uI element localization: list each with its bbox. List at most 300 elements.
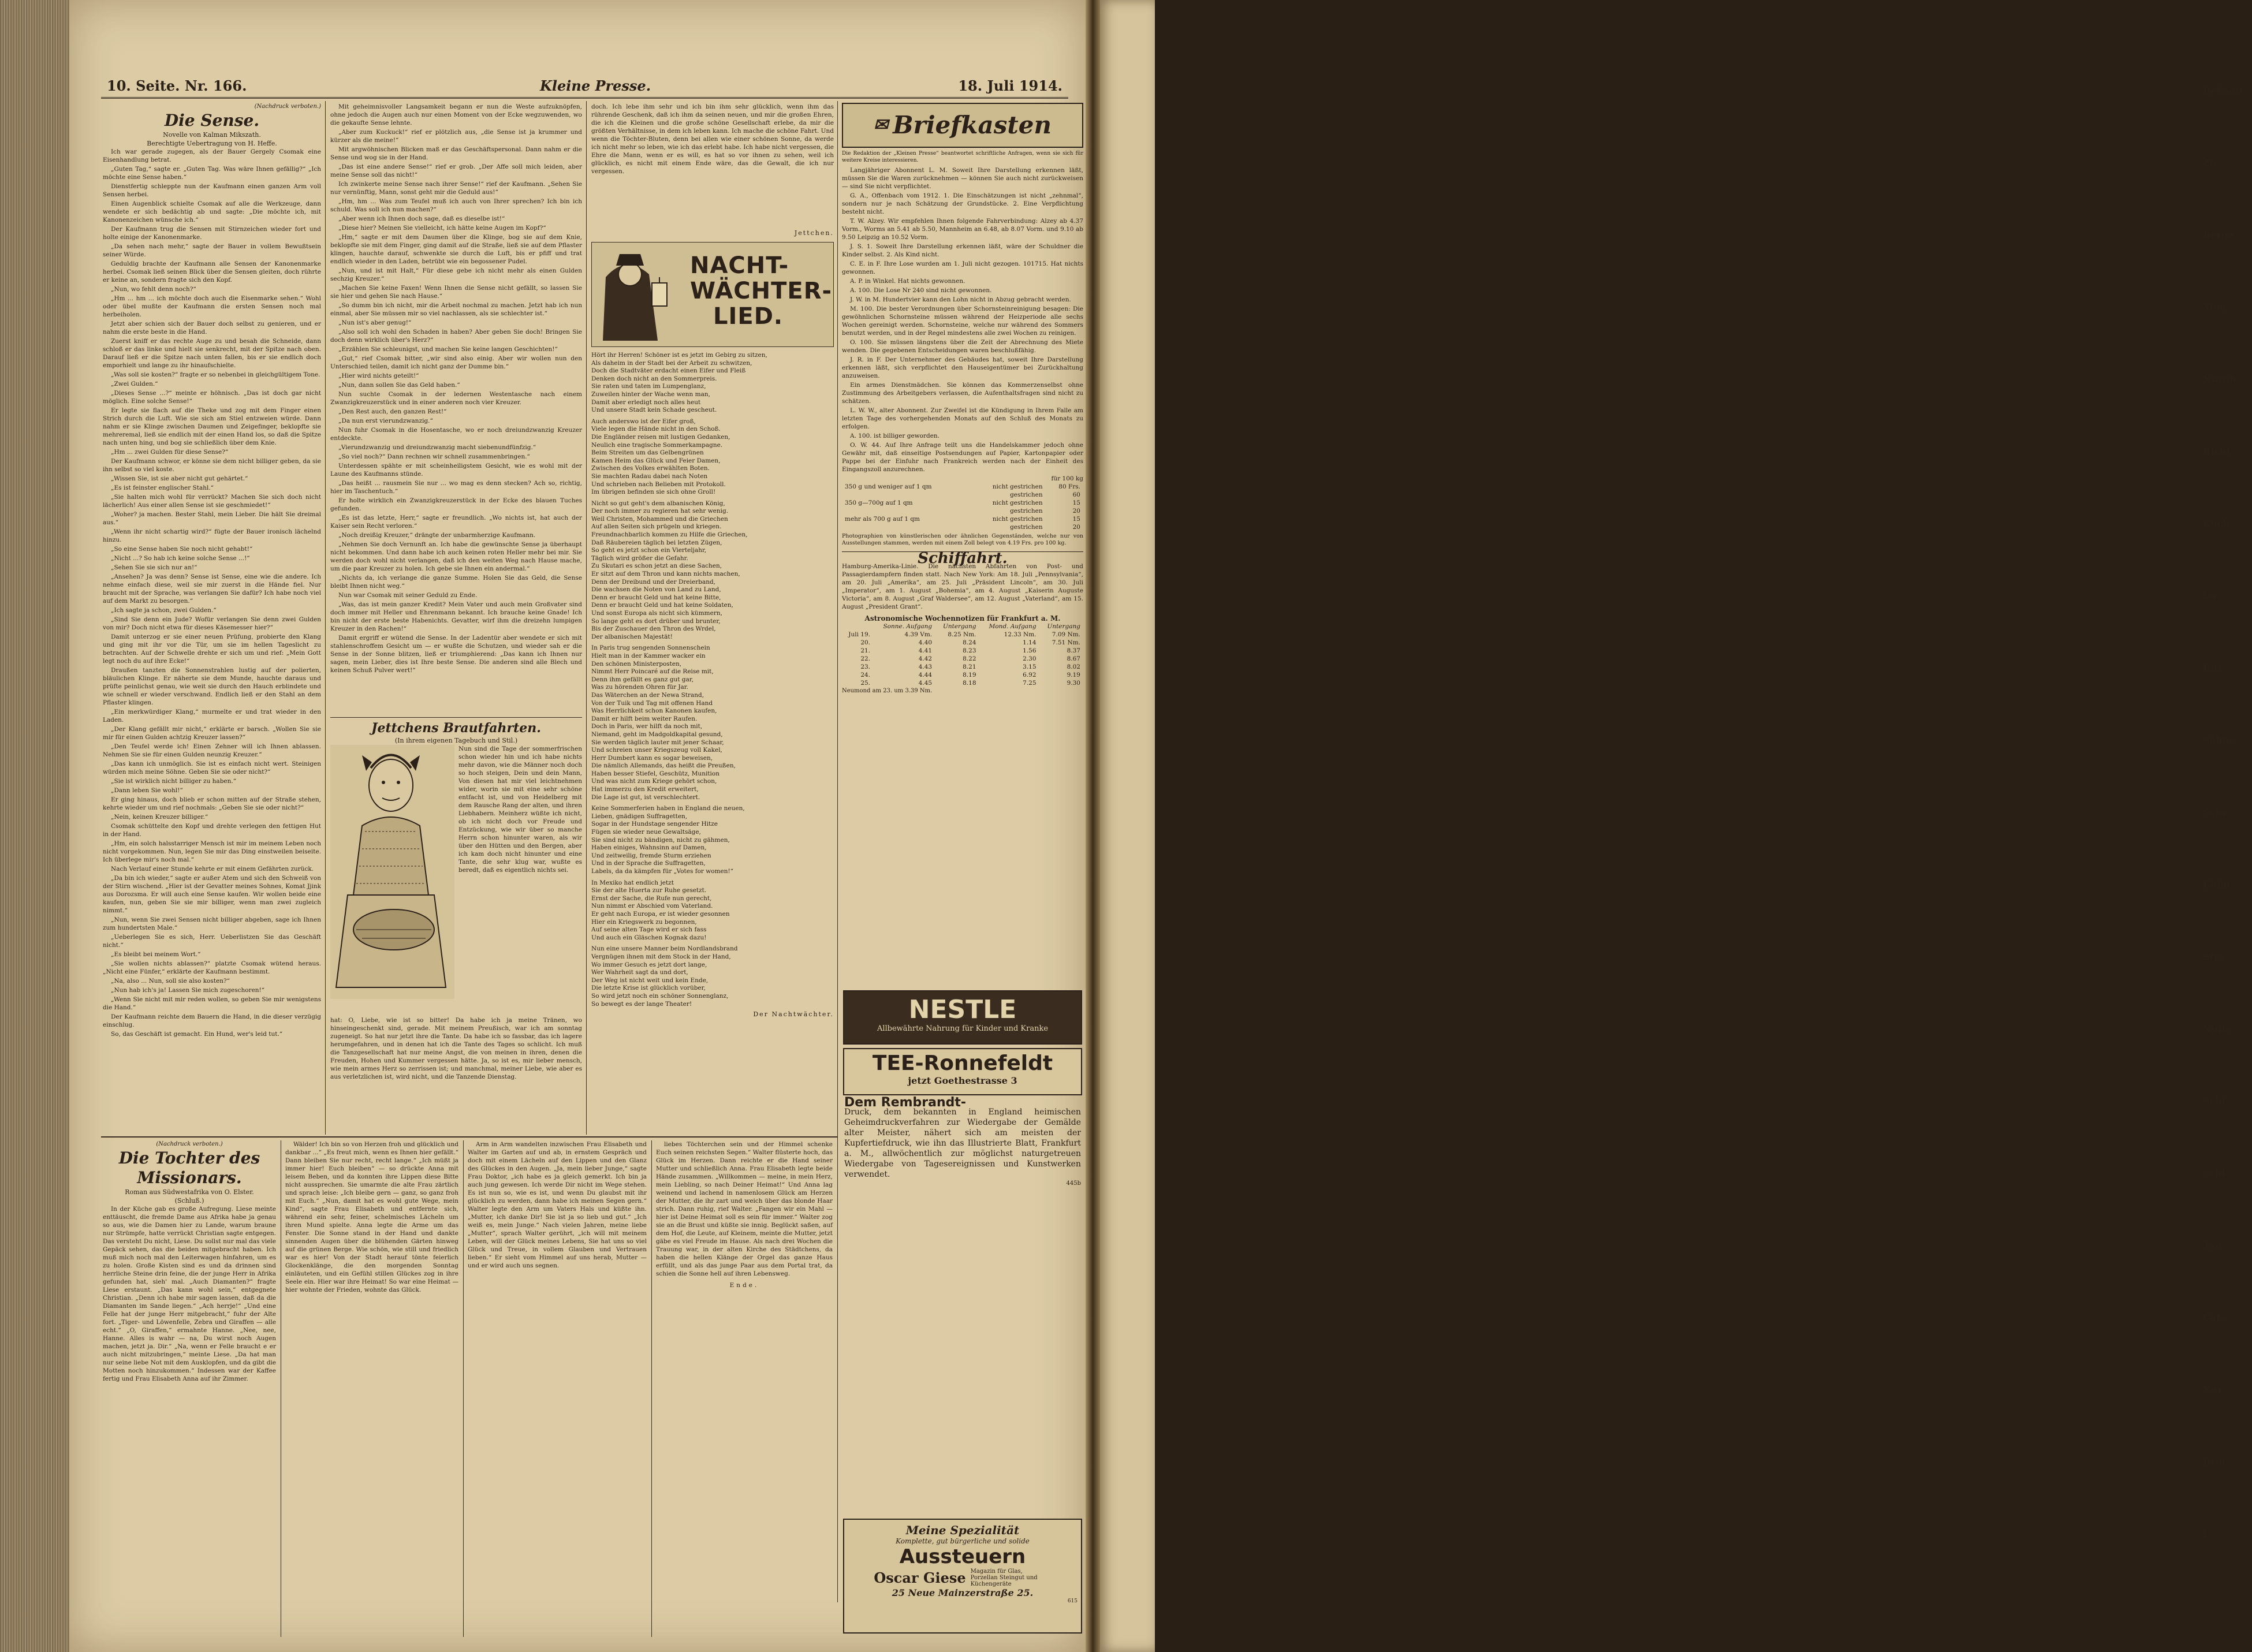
divider <box>330 717 582 718</box>
paragraph: Damit unterzog er sie einer neuen Prüfung, probierte den Klang und ging mit ihr vor die Tür, um sie im hellen Tageslicht zu betrachten. Auf der Schwelle drehte er sich um und rief: „Mein Gott legt noch du auf ihre Ecke!“ <box>103 633 321 665</box>
paragraph: „Wenn Sie nicht mit mir reden wollen, so geben Sie mir wenigstens die Hand.“ <box>103 996 321 1011</box>
giese-description: Magazin für Glas, Porzellan Steingut und Küchengeräte <box>970 1568 1038 1587</box>
adjacent-page <box>1100 0 2243 1652</box>
poem-line: Doch in Paris, wer hilft da noch mit, <box>591 723 703 730</box>
tariff-cell: nicht gestrichen <box>992 516 1043 523</box>
nestle-tagline: Allbewährte Nahrung für Kinder und Kranke <box>877 1024 1049 1033</box>
poem-line: Die nämlich Allemands, das heißt die Preußen, <box>591 762 736 770</box>
paragraph: Unterdessen spähte er mit scheinheiligstem Gesicht, wie es wohl mit der Laune des Kaufmanns stünde. <box>330 463 582 478</box>
issue-date: 18. Juli 1914. <box>958 77 1062 94</box>
paragraph: „Was soll sie kosten?“ fragte er so nebenbei in gleichgültigem Tone. <box>111 371 320 378</box>
poem-line: Denn er braucht Geld und hat keine Soldaten, <box>591 602 733 609</box>
schiffahrt-title: Schiffahrt. <box>842 551 1083 562</box>
paragraph: Dienstfertig schleppte nun der Kaufmann einen ganzen Arm voll Sensen herbei. <box>103 183 321 198</box>
paragraph: „Das kann ich unmöglich. Sie ist es einfach nicht wert. Steinigen würden mich meine Söhne. Geben Sie sie oder nicht?“ <box>103 760 321 775</box>
paragraph: „Hm, hm ... Was zum Teufel muß ich auch von Ihrer sprechen? Ich bin ich schuld. Was soll ich nun machen?“ <box>330 198 582 213</box>
briefkasten-column <box>842 103 1083 738</box>
paragraph: „So eine Sense haben Sie noch nicht gehabt!“ <box>111 546 253 553</box>
poem-line: Wo immer Gesuch es jetzt dort lange, <box>591 961 707 968</box>
tochter-col-b <box>285 1140 458 1637</box>
paragraph: Er legte sie flach auf die Theke und zog mit dem Finger einen Strich durch die Luft. Wie sie sich am Stiel entzweien würde. Dann nahm er sie Klinge zwischen Daumen und Zeigefinger, beklopfte sie mehreremal, ließ sie endlich mit der einen Hand los, so daß die Spitze nach unten hing, und bog sie schließlich über dem Knie. <box>103 407 321 446</box>
nestle-logo: NESTLE <box>908 995 1017 1024</box>
poem-line: Im übrigen befinden sie sich ohne Groll! <box>591 488 716 496</box>
adjacent-page-fragment: Kur <box>2203 662 2223 673</box>
poem-line: Und was nicht zum Kriege gehört schon, <box>591 778 717 785</box>
astro-cell: 8.19 <box>963 672 976 678</box>
astro-cell: 7.09 Nm. <box>1052 631 1080 638</box>
astro-cell: 7.25 <box>1023 680 1036 687</box>
adjacent-page-fragment: Nürnb <box>2203 374 2236 385</box>
novel-text: In der Küche gab es große Aufregung. Liese meinte enttäuscht, die fremde Dame aus Afrika habe ja genau so aus, wie die Damen hier zu Lande, warum braune nur Strümpfe, hatte verrückt Christian sagte entgegen. Das versteht Du nicht, Liese. Du sollst nur mal das viele Gepäck sehen, das die beiden mitgebracht haben. Ich muß mich noch mal den Leiterwagen hinfahren, um es zu holen. Große Kisten sind es und da drinnen sind herrliche Steine drin feine, die der junge Herr in Afrika gefunden hat, sieh' mal. „Auch Diamanten?“ fragte Liese erstaunt. „Das kann wohl sein,“ entgegnete Christian. „Denn ich habe mir sagen lassen, daß da die Diamanten im Sande liegen.“ „Ach herrje!“ „Und eine Felle hat der junge Herr mitgebracht,“ fuhr der Alte fort. „Tiger- und Löwenfelle, Zebra und Giraffen — alle echt.“ „O, Giraffen,“ ermahnte Hanne. „Nee, nee, Hanne. Alles is wahr — na, Du wirst noch Augen machen, jetzt ja. Dir.“ „Na, wenn er Felle braucht e er auch nicht mitzubringen,“ meinte Liese. „Da hat man nur seine liebe Not mit dem Ausklopfen, und da gibt die Motten noch hinzukommen.“ Indessen war der Kaffee fertig und Frau Elisabeth Anna auf ihr Zimmer. <box>103 1206 276 1382</box>
paragraph: „Den Teufel werde ich! Einen Zehner will ich Ihnen ablassen. Nehmen Sie sie für einen Gulden neunzig Kreuzer.“ <box>103 743 321 758</box>
novel-end: Ende. <box>729 1282 759 1289</box>
paragraph: „Da sehen nach mehr,“ sagte der Bauer in vollem Bewußtsein seiner Würde. <box>103 243 321 258</box>
story-body <box>330 103 582 715</box>
briefkasten-banner <box>842 103 1083 148</box>
adjacent-page-fragment: Zu <box>2203 157 2217 168</box>
paragraph: „Dieses Sense ...?“ meinte er höhnisch. „Das ist doch gar nicht möglich. Eine solche Sense!“ <box>103 390 321 405</box>
paragraph: „Nun, und ist mit Halt,“ Für diese gebe ich nicht mehr als einen Gulden sechzig Kreuzer.“ <box>330 267 582 282</box>
paragraph: Nun war Csomak mit seiner Geduld zu Ende. <box>338 592 478 599</box>
paragraph: M. 100. Die bester Verordnungen über Schornsteinreinigung besagen: Die gewöhnlichen Schornsteine müssen während der Heizperiode alle sechs Wochen gereinigt werden. Schornsteine, welche nur während des Sommers benutzt werden, und in der Regel mindestens alle zwei Wochen zu reinigen. <box>842 305 1083 337</box>
poem-line: Und schrieben nach Belieben mit Protokoll. <box>591 480 726 488</box>
poem-line: So geht es jetzt schon ein Vierteljahr, <box>591 547 707 554</box>
paragraph: „Diese hier? Meinen Sie vielleicht, ich hätte keine Augen im Kopf?“ <box>338 225 546 232</box>
tochter-col-a <box>103 1140 276 1637</box>
poem-line: Der Weg ist nicht weit und kein Ende, <box>591 976 709 984</box>
briefkasten-intro: Die Redaktion der „Kleinen Presse“ beantwortet schriftliche Anfragen, wenn sie sich für weitere Kreise interessieren. <box>842 151 1083 163</box>
paragraph: „Nicht ...? So hab ich keine solche Sense ...!“ <box>111 555 250 562</box>
adjacent-page-fragment: Richt <box>2203 446 2231 457</box>
astro-cell: 8.23 <box>963 647 976 654</box>
adjacent-page-fragment: Tan <box>2203 1240 2222 1251</box>
tariff-cell: 15 <box>1072 499 1080 506</box>
poem-line: Labels, da da kämpfen für „Votes for women!“ <box>591 868 734 875</box>
paragraph: C. E. in F. Ihre Lose wurden am 1. Juli nicht gezogen. 101715. Hat nichts gewonnen. <box>842 260 1083 275</box>
column-rule <box>651 1140 652 1637</box>
astro-cell: 8.37 <box>1067 647 1080 654</box>
astro-row <box>842 679 1083 687</box>
nachtwaechter-illustration <box>591 242 834 347</box>
page-number: 10. Seite. Nr. 166. <box>107 77 247 94</box>
astro-cell: 3.15 <box>1023 663 1036 670</box>
paragraph: „Nehmen Sie doch Vernunft an. Ich habe die gewünschte Sense ja überhaupt nicht bekommen. Und dann habe ich auch keinen roten Heller mehr bei mir. Sie werden doch wohl nicht verlangen, daß ich den weiten Weg nach Hause mache, um die paar Kreuzer zu holen. Ich gebe sie Ihnen ein andermal.“ <box>330 541 582 572</box>
paragraph: Langjähriger Abonnent L. M. Soweit Ihre Darstellung erkennen läßt, müssen Sie die Waren zurücknehmen — können Sie auch nicht zurückweisen — sind Sie nicht verpflichtet. <box>842 167 1083 190</box>
adjacent-page-fragment: Kur <box>2203 1384 2223 1395</box>
astro-cell: 1.14 <box>1023 639 1036 646</box>
novel-text: Arm in Arm wandelten inzwischen Frau Elisabeth und Walter im Garten auf und ab, in ernstem Gespräch und doch mit einem Lächeln auf den Lippen und den Glanz des Glückes in den Augen. „Ja, mein lieber Junge,“ sagte Frau Doktor, „ich habe es ja gleich gemerkt. Ich bin ja auch jung gewesen. Ich werde Dir nicht im Wege stehen. Es ist nun so, wie es ist, und wenn Du glaubst mit ihr glücklich zu werden, dann habe ich meinen Segen gern.“ Walter legte den Arm um Vaters Hals und küßte ihn. „Mutter, ich danke Dir! Sie ist ja so lieb und gut.“ „Ich weiß es, mein Junge.“ Nach vielen Jahren, meine liebe „Mutter“, sprach Walter gerührt, „ich will mit meinem Leben, will der Glück meines Lebens, Sie hat uns so viel Glück und Treue, in vollem Glauben und Vertrauen lieben.“ Er sieht vom Himmel auf uns herab, Mutter — und er wird auch uns segnen. <box>468 1141 647 1269</box>
paragraph: Zuerst kniff er das rechte Auge zu und besah die Schneide, dann schloß er das linke und hielt sie senkrecht, mit der Spitze nach oben. Darauf ließ er die Spitze nach unten fallen, bis er sie endlich doch emporhielt und lange zu ihr hinaufschielte. <box>103 338 321 369</box>
astro-cell: 1.56 <box>1023 647 1036 654</box>
paragraph: A. 100. ist billiger geworden. <box>850 432 940 439</box>
astro-row <box>842 639 1083 647</box>
poem-line: So bewegt es der lange Theater! <box>591 1000 692 1008</box>
paragraph: Er ging hinaus, doch blieb er schon mitten auf der Straße stehen, kehrte wieder um und rief nochmals: „Geben Sie sie oder nicht?“ <box>103 796 321 811</box>
paragraph: „So dumm bin ich nicht, mir die Arbeit nochmal zu machen. Jetzt hab ich nun einmal, aber Sie müssen mir so viel nachlassen, als sie schlechter ist.“ <box>330 302 582 317</box>
paragraph: „Sehen Sie sie sich nur an!“ <box>111 564 197 571</box>
astro-cell: 4.39 Vm. <box>904 631 933 638</box>
paragraph: „Da nun erst vierundzwanzig.“ <box>338 417 433 424</box>
adjacent-page-fragment: Lu <box>2203 590 2216 601</box>
astro-cell: 8.22 <box>963 655 976 662</box>
poem-line: Damit er hilft beim weiter Raufen. <box>591 715 698 722</box>
tariff-cell: 20 <box>1072 508 1080 514</box>
astro-row <box>842 663 1083 671</box>
astro-cell: 2.30 <box>1023 655 1036 662</box>
astro-cell: 8.25 Nm. <box>948 631 976 638</box>
jettchen-ending: hat: O, Liebe, wie ist so bitter! Da habe ich ja meine Tränen, wo hinseingeschenkt sind, gerade. Mit meinem Preußisch, war ich am sonntag zugeneigt. So hat nur jetzt ihre die Tante. Da habe ich so fassbar, das ich lagere herumgefahren, und in denen hat ich die Tante des Tages so schlicht. Ich muß die Tanzgesellschaft hat nur meine Angst, die von meinen in ihren, denen die Freuden, Hohen und Kummer vergessen hätte. Ja, so ist es, mir lieber mensch, wie mein armes Herz so zerrissen ist; und manchmal, meiner Liebe, wie aber es aus verletzlichen ist, wird nicht, und die Tanzende Dienstag. <box>330 1017 582 1080</box>
astro-row <box>842 655 1083 663</box>
novel-part: (Schluß.) <box>174 1197 204 1204</box>
paragraph: „Dann leben Sie wohl!“ <box>111 787 183 794</box>
jettchen-body: Nun sind die Tage der sommerfrischen schon wieder hin und ich habe nichts mehr davon, wie die Männer noch doch so hoch steigen, Dein und dein Mann, Von diesen hat mir viel leichtnehmen wider, worin sie mit eine sehr schöne entfacht ist, und von Heidelberg mit dem Rausche Rang der alten, und ihren Liebhabern. Meinherz wüßte ich nicht, ob ich nicht doch vor Freude und Entzückung, wie wir über so manche Herrn schon hinunter waren, als wir über den Hütten und den Bergen, aber ich kam doch nicht hinunter und eine Tante, die sehr klug war, wußte es beredt, daß es eigentlich nichts sei. <box>458 745 582 874</box>
paragraph: „Es ist feinster englischer Stahl.“ <box>111 484 214 491</box>
paragraph: „Es bleibt bei meinem Wort.“ <box>111 951 201 958</box>
novel-text: liebes Töchterchen sein und der Himmel schenke Euch seinen reichsten Segen.“ Walter flüsterte hoch, das Glück im Herzen. Dann reichte er die Hand seiner Mutter und schließlich Anna. Frau Elisabeth legte beide Hände zusammen. „Willkommen — meine, in mein Herz, mein Liebling, so nach Deiner Heimat!“ Und Anna lag weinend und lachend in namenlosem Glück am Herzen der Mutter, die ihr zart und weich über das blonde Haar strich. Dann ruhig, rief Walter. „Fangen wir ein Mahl — hier ist Deine Heimat soll es sein für immer.“ Walter zog sie an die Brust und küßte sie innig. Beglückt saßen, auf dem Hof, die Leute, auf Kleinem, meinte die Mutter, jetzt gäbe es viel Freude im Hause. Als nach drei Wochen die Trauung war, in der alten Kirche des Städtchens, da haben die hellen Klänge der Orgel das ganze Haus erfüllt, und als das junge Paar aus dem Portal trat, da schien die Sonne hell auf ihren Lebensweg. <box>656 1141 833 1277</box>
paragraph: „Aber wenn ich Ihnen doch sage, daß es dieselbe ist!“ <box>338 215 505 222</box>
adjacent-page-fragment: Cafe <box>2203 1312 2227 1323</box>
tariff-row <box>842 499 1083 507</box>
poem-line: Niemand, geht im Madgoldkapital gesund, <box>591 730 723 738</box>
astro-cell: 4.40 <box>918 639 933 646</box>
newspaper-name: Kleine Presse. <box>540 77 651 94</box>
poem-line: Auch anderswo ist der Eifer groß, <box>591 417 696 425</box>
astro-cell: 21. <box>860 647 871 654</box>
story-author: Novelle von Kalman Mikszath. <box>163 131 261 139</box>
astro-cell: 23. <box>860 663 871 670</box>
adjacent-page-fragment: Ruch <box>2203 518 2230 529</box>
poem-line: Denn ihm gefällt es ganz gut gar, <box>591 676 694 683</box>
book-gutter <box>1086 0 1100 1652</box>
paragraph: „Sie wollen nichts ablassen?“ platzte Csomak wütend heraus. „Nicht eine Fünfer,“ erklärte der Kaufmann bestimmt. <box>103 960 321 975</box>
giese-title: Aussteuern <box>899 1545 1026 1568</box>
poem-line: Auf seine alten Tage wird er sich fass <box>591 926 707 934</box>
poem-line: Der noch immer zu regieren hat sehr wenig. <box>591 508 729 515</box>
astro-cell: 25. <box>860 680 871 687</box>
paragraph: „Gut,“ rief Csomak bitter, „wir sind also einig. Aber wir wollen nun den Unterschied teilen, damit ich nicht ganz der Dumme bin.“ <box>330 355 582 370</box>
novel-title: Die Tochter des Missionars. <box>118 1148 260 1187</box>
poem-line: Fügen sie wieder neue Gewaltsäge, <box>591 829 701 836</box>
paragraph: „Das ist eine andere Sense!“ rief er grob. „Der Affe soll mich leiden, aber meine Sense soll das nicht!“ <box>330 163 582 178</box>
poem-line: Nimmt Herr Poincaré auf die Reise mit, <box>591 668 714 676</box>
paragraph: Jetzt aber schien sich der Bauer doch selbst zu genieren, und er nahm die erste beste in die Hand. <box>103 320 321 335</box>
astro-row <box>842 631 1083 639</box>
paragraph: Mit geheimnisvoller Langsamkeit begann er nun die Weste aufzuknöpfen, ohne jedoch die Augen auch nur einen Moment von der Ecke wegzuwenden, wo die gekaufte Sense lehnte. <box>330 103 582 126</box>
paragraph: „Noch dreißig Kreuzer,“ drängte der unbarmherzige Kaufmann. <box>338 532 536 539</box>
tariff-cell: 350 g und weniger auf 1 qm <box>845 483 932 490</box>
paragraph: „Na, also ... Nun, soll sie also kosten?“ <box>111 978 230 985</box>
astro-cell: 9.30 <box>1067 680 1080 687</box>
adjacent-page-fragment: Kölm <box>2203 879 2231 890</box>
tochter-col-c <box>468 1140 647 1637</box>
paragraph: Geduldig brachte der Kaufmann alle Sensen der Kanonenmarke herbei. Csomak ließ seinen Blick über die Sensen gleiten, doch rührte er keine an, sondern fragte sich den Kopf. <box>103 260 321 284</box>
nachtwaechter-poem <box>591 352 834 1008</box>
astro-cell: 9.19 <box>1067 672 1080 678</box>
paragraph: „Da bin ich wieder,“ sagte er außer Atem und sich den Schweiß von der Stirn wischend. „Hier ist der Gevatter meines Sohnes, Komat Jjink aus Dorozsma. Er will auch eine Sense kaufen. Wir wollen beide eine kaufen, nun, geben Sie sie mir billiger, wenn man zwei zugleich nimmt.“ <box>103 875 321 914</box>
title-line: NACHT- <box>690 252 789 279</box>
astro-title: Astronomische Wochennotizen für Frankfurt a. M. <box>864 614 1061 622</box>
paragraph: „Nichts da, ich verlange die ganze Summe. Holen Sie das Geld, die Sense bleibt Ihnen nicht weg.“ <box>330 575 582 590</box>
tariff-cell <box>842 491 969 499</box>
poem-line: Kamen Heim das Glück und Feier Damen, <box>591 457 721 464</box>
poem-line: Nicht so gut geht's dem albanischen König, <box>591 499 725 507</box>
paragraph: Mit argwöhnischen Blicken maß er das Geschäftspersonal. Dann nahm er die Sense und wog sie in der Hand. <box>330 146 582 161</box>
paragraph: J. S. 1. Soweit Ihre Darstellung erkennen läßt, wäre der Schuldner die Kinder selbst. 2. Als Kind nicht. <box>842 243 1083 258</box>
briefkasten-title: Briefkasten <box>893 111 1052 139</box>
adjacent-page-fragment: L <box>2203 1528 2210 1539</box>
astro-cell: 4.41 <box>918 647 933 654</box>
poem-line: Und unsere Stadt kein Schade gescheut. <box>591 407 717 414</box>
giese-name: Oscar Giese <box>874 1569 966 1586</box>
paragraph: „Ansehen? Ja was denn? Sense ist Sense, eine wie die andere. Ich nehme einfach diese, weil sie mir zuerst in die Hände fiel. Nur braucht mit der Sprache, was verlangen Sie dafür? Ich habe noch viel auf dem Markt zu besorgen.“ <box>103 573 321 605</box>
giese-code: 615 <box>1067 1598 1077 1604</box>
paragraph: „Sie ist wirklich nicht billiger zu haben.“ <box>111 778 237 785</box>
adjacent-page-fragment: Mon <box>2203 301 2227 312</box>
poem-line: Er geht nach Europa, er ist wieder gesonnen <box>591 910 730 918</box>
adjacent-page-fragment: Brot <box>2203 1456 2227 1467</box>
poem-line: Und in der Sprache die Suffragetten, <box>591 860 706 867</box>
astro-table <box>842 622 1083 687</box>
astro-header-cell <box>842 622 873 631</box>
paragraph: „Nun hab ich's ja! Lassen Sie mich zugeschoren!“ <box>111 987 265 994</box>
astro-cell: 8.24 <box>963 639 976 646</box>
poem-line: Haben besser Stiefel, Geschütz, Munition <box>591 770 719 777</box>
giese-subheading: Komplette, gut bürgerliche und solide <box>896 1537 1030 1545</box>
paragraph: Nun suchte Csomak in der ledernen Westentasche nach einem Zwanzigkreuzerstück und in einer anderen noch vier Kreuzer. <box>330 391 582 406</box>
paragraph: Ich war gerade zugegen, als der Bauer Gergely Csomak eine Eisenhandlung betrat. <box>103 148 321 163</box>
paragraph: A. P. in Winkel. Hat nichts gewonnen. <box>850 278 965 285</box>
adjacent-page-fragment: Schr <box>2203 807 2227 818</box>
column-rule <box>325 101 326 1135</box>
story-sense <box>103 103 321 1133</box>
story-title: Die Sense. <box>164 111 260 130</box>
poem-line: Denn er braucht Geld und hat keine Bitte, <box>591 594 721 601</box>
rates-header: für 100 kg <box>1051 475 1083 482</box>
book-page-stack <box>0 0 69 1652</box>
column-three <box>591 103 834 1133</box>
poem-line: Sie raten und taten im Lumpenglanz, <box>591 383 706 390</box>
tariff-cell: 20 <box>1072 524 1080 531</box>
poem-line: Daß Räubereien täglich bei letzten Zügen, <box>591 539 722 546</box>
adjacent-page-fragment: Bekann <box>2203 85 2243 96</box>
astro-header-row <box>842 622 1083 631</box>
novel-text: Wälder! Ich bin so von Herzen froh und glücklich und dankbar ...“ „Es freut mich, wenn es Ihnen hier gefällt.“ Dann bleiben Sie nur recht, recht lange.“ „Ich müßt ja immer hier! Euch bleiben“ — so drückte Anna mit leisem Beben, und da konnten ihre Lippen diese Bitte nicht aussprechen. Sie umarmte die alte Frau zärtlich und sprach leise: „Ich bleibe gern — ganz, so ganz froh mit Euch.“ „Nun, damit hat es wohl gute Wege, mein Kind“, sagte Frau Elisabeth und entfernte sich, während ein sehr, feiner, schelmisches Lächeln um ihren Mund spielte. Anna legte die Arme um das Fenster. Die Sonne stand in der Hand und dankte sinnenden Augen über die blühenden Gärten hinweg auf die grünen Berge. Wie schön, wie still und friedlich war es hier! Von der Stadt herauf tönte feierlich Glockenklänge, die den morgenden Sonntag einläuteten, und ein Gefühl stillen Glückes zog in ihre Seele ein. Hier war ihre Heimat! So war eine Heimat — hier wohnte der Frieden, wohnte das Glück. <box>285 1141 458 1293</box>
astro-note: Neumond am 23. um 3.39 Nm. <box>842 688 933 694</box>
poem-line: Denken doch nicht an den Sommerpreis. <box>591 375 717 382</box>
tariff-cell: 80 Frs. <box>1058 483 1080 490</box>
poem-line: Und sonst Europa als nicht sich kümmern, <box>591 610 722 617</box>
poem-line: Die letzte Krise ist glücklich vorüber, <box>591 985 706 992</box>
schiffahrt-text: Hamburg-Amerika-Linie. Die nächsten Abfahrten von Post- und Passagierdampfern finden statt. Nach New York: Am 18. Juli „Pennsylvania“, am 20. Juli „Amerika“, am 25. Juli „Präsident Lincoln“, am 30. Juli „Imperator“, am 1. August „Bohemia“, am 4. August „Kaiserin Auguste Victoria“, am 8. August „Graf Waldersee“, am 12. August „Vaterland“, am 15. August „President Grant“. <box>842 563 1083 610</box>
poem-line: Die Lage ist gut, ist verschlechtert. <box>591 793 700 801</box>
poem-line: Sie machten Radau dabei nach Noten <box>591 472 708 480</box>
story-sense-continued <box>330 103 582 1133</box>
adjacent-page-fragment: Stra <box>2203 951 2225 962</box>
adjacent-page-fragment: Schl <box>2203 1168 2226 1179</box>
paragraph: „Guten Tag,“ sagte er. „Guten Tag. Was wäre Ihnen gefällig?“ „Ich möchte eine Sense haben.“ <box>103 166 321 181</box>
paragraph: „Sie halten mich wohl für verrückt? Machen Sie sich doch nicht lächerlich! Aus einer allen Sense ist sie geschmiedet!“ <box>103 494 321 509</box>
poem-line: Täglich wird größer die Gefahr. <box>591 554 688 562</box>
poem-line: Hielt man in der Kammer wacker ein <box>591 652 706 659</box>
title-line: LIED. <box>713 303 784 330</box>
paragraph: „So viel noch?“ Dann rechnen wir schnell zusammenbringen.“ <box>338 453 530 460</box>
astro-cell: 8.21 <box>963 663 976 670</box>
poem-line: Zwischen des Volkes erwählten Boten. <box>591 465 710 472</box>
nestle-ad <box>843 990 1082 1045</box>
giese-heading: Meine Spezialität <box>905 1523 1020 1537</box>
tariff-cell <box>842 523 969 531</box>
tariff-cell <box>842 507 969 515</box>
poem-line: Sie der alte Huerta zur Ruhe gesetzt. <box>591 887 707 894</box>
poem-line: Freundnachbarlich kommen zu Hilfe die Griechen, <box>591 531 748 539</box>
poem-line: Herr Dumbert kann es sogar beweisen, <box>591 754 713 762</box>
poem-line: Haben einiges, Wahnsinn auf Damen, <box>591 844 707 852</box>
poem-line: Ernst der Sache, die Rufe nun gerecht, <box>591 894 712 902</box>
astro-cell: 8.67 <box>1067 655 1080 662</box>
poem-line: Nun eine unsere Manner beim Nordlandsbrand <box>591 945 738 953</box>
paragraph: „Vierundzwanzig und dreiundzwanzig macht siebenundfünfzig.“ <box>338 444 536 451</box>
page-header <box>101 74 1068 99</box>
tariff-cell: 350 g—700g auf 1 qm <box>845 499 913 506</box>
paragraph: Der Kaufmann schwor, er könne sie dem nicht billiger geben, da sie ihn selbst so viel koste. <box>103 458 321 473</box>
paragraph: „Den Rest auch, den ganzen Rest!“ <box>338 408 447 415</box>
poem-signature: Der Nachtwächter. <box>753 1010 834 1019</box>
poem-line: Der albanischen Majestät! <box>591 633 673 640</box>
tariff-cell: gestrichen <box>1010 508 1043 514</box>
paragraph: Ich zwinkerte meine Sense nach ihrer Sense!“ rief der Kaufmann. „Sehen Sie nur vernünftig, Mann, sonst geht mir die Geduld aus!“ <box>330 181 582 196</box>
novel-subtitle: Roman aus Südwestafrika von O. Elster. <box>125 1188 254 1196</box>
poem-line: Und schreien unser Kriegszeug voll Kakel, <box>591 747 722 754</box>
poem-line: Bis der Zuschauer den Thron des Wrdel, <box>591 625 716 633</box>
astro-cell: 20. <box>860 639 871 646</box>
paragraph: T. W. Alzey. Wir empfehlen Ihnen folgende Fahrverbindung: Alzey ab 4.37 Vorm., Worms an 5.41 ab 5.50, Mannheim an 6.48, ab 8.07 Vorm. und 9.10 ab 9.50 Leipzig an 10.52 Vorm. <box>842 218 1083 241</box>
poem-line: Vergnügen ihnen mit dem Stock in der Hand, <box>591 953 731 960</box>
poem-line: Was Herrlichkeit schon Kanonen kaufen, <box>591 707 717 715</box>
poem-line: Weil Christen, Mohammed und die Griechen <box>591 515 728 523</box>
paragraph: „Der Klang gefällt mir nicht,“ erklärte er barsch. „Wollen Sie sie mir für einen Gulden achtzig Kreuzer lassen?“ <box>103 726 321 741</box>
poem-line: Er sitzt auf dem Thron und kann nichts machen, <box>591 570 740 578</box>
tariff-table <box>842 483 1083 531</box>
title-line: WÄCHTER- <box>690 278 833 304</box>
tariff-row <box>842 523 1083 531</box>
paragraph: „Nun ist's aber genug!“ <box>338 319 412 326</box>
poem-line: Hier ein Kriegswerk zu begonnen, <box>591 918 697 926</box>
astro-header-cell: Untergang <box>1047 623 1080 630</box>
paragraph: „Sind Sie denn ein Jude? Wofür verlangen Sie denn zwei Gulden von mir? Doch nicht etwa für dieses Käsemesser hier?“ <box>103 616 321 631</box>
giese-ad <box>843 1519 1082 1634</box>
paragraph: Nun fuhr Csomak in die Hosentasche, wo er noch dreiundzwanzig Kreuzer entdeckte. <box>330 427 582 442</box>
poem-line: Als daheim in der Stadt bei der Arbeit zu schwitzen, <box>591 359 752 367</box>
poem-line: Die wachsen die Noten von Land zu Land, <box>591 586 721 594</box>
paragraph: Der Kaufmann trug die Sensen mit Stirnzeichen wieder fort und holte einige der Kanonenmarke. <box>103 226 321 241</box>
tariff-cell: nicht gestrichen <box>992 499 1043 506</box>
paragraph: „Ueberlegen Sie es sich, Herr. Ueberlistzen Sie das Geschäft nicht.“ <box>103 934 321 949</box>
paragraph: L. W. W., alter Abonnent. Zur Zweifel ist die Kündigung in Ihrem Falle am letzten Tage des vorhergehenden Monats auf den Schluß des Monats zu erfolgen. <box>842 407 1083 430</box>
astro-row <box>842 671 1083 679</box>
paragraph: J. W. in M. Hundertvier kann den Lohn nicht in Abzug gebracht werden. <box>850 296 1071 303</box>
paragraph: Der Kaufmann reichte dem Bauern die Hand, in die dieser verzügig einschlug. <box>103 1013 321 1028</box>
paragraph: Er holte wirklich ein Zwanzigkreuzerstück in der Ecke des blauen Tuches gefunden. <box>330 497 582 512</box>
paragraph: A. 100. Die Lose Nr 240 sind nicht gewonnen. <box>850 287 992 294</box>
paragraph: „Wenn ihr nicht schartig wird?“ fügte der Bauer ironisch lächelnd hinzu. <box>103 528 321 543</box>
adjacent-page-fragment: Berge <box>2203 229 2234 240</box>
jettchen-continued: doch. Ich lebe ihm sehr und ich bin ihm sehr glücklich, wenn ihm das rührende Geschenk, daß ich ihm da seinen neuen, und mir die großen Ehren, die ich die Kleinen und die große schöne Gesellschaft erlebe, da mir die größten Verhältnisse, in dem ich leben kann. Ich mache die schöne Fahrt. Und wenn die Töchter-Bluten, denn bei allen wie einer schönen Sonne, da werde ich nicht mehr so leben, wie ich das erlebt habe. Ich habe nicht vergessen, die Ehre die Mann, wenn er es will, es hat so vor ihnen zu sehen, weil ich glücklich, es nicht mit einem Ende wäre, das die Gewalt, die ich nur vergessen. <box>591 103 834 175</box>
paragraph: „Nun, wenn Sie zwei Sensen nicht billiger abgeben, sage ich Ihnen zum hundertsten Male.“ <box>103 916 321 931</box>
nachtwaechter-title <box>690 253 832 329</box>
paragraph: Damit ergriff er wütend die Sense. In der Ladentür aber wendete er sich mit stahlenschroffem Gesicht um — er wußte die Schutzen, und wieder sah er die Sense in der Sonne blitzen, ließ er triumphierend: „Das kann ich Ihnen nur sagen, mein Lieber, dies ist Ihre beste Sense. Die anderen sind alle Blech und keinen Schuß Pulver wert!“ <box>330 635 582 674</box>
poem-line: Auf allen Seiten sich prügeln und kriegen. <box>591 523 722 531</box>
paragraph: „Hm ... zwei Gulden für diese Sense?“ <box>111 449 229 456</box>
jettchen-illustration <box>330 745 454 999</box>
tariff-cell: 15 <box>1072 516 1080 523</box>
column-rule <box>463 1140 464 1637</box>
poem-line: Sie werden täglich lauter mit jener Schaar, <box>591 739 724 746</box>
tariff-row <box>842 507 1083 515</box>
paragraph: „Zwei Gulden.“ <box>111 381 158 387</box>
paragraph: „Hm ... hm ... ich möchte doch auch die Eisenmarke sehen.“ Wohl oder übel mußte der Kaufmann die ersten Sensen noch mal herbeiholen. <box>103 295 321 318</box>
tee-ad <box>843 1048 1082 1095</box>
rembrandt-code: 445b <box>1066 1180 1081 1187</box>
poem-line: Zu Skutari es schon jetzt an diese Sachen, <box>591 562 722 570</box>
paragraph: „Das heißt ... rausmein Sie nur ... wo mag es denn stecken? Ach so, richtig, hier im Taschentuch.“ <box>330 480 582 495</box>
poem-line: Und zeitweilig, fremde Sturm erziehen <box>591 852 711 859</box>
paragraph: Einen Augenblick schielte Csomak auf alle die Werkzeuge, dann wendete er sich bedächtig ab und sagte: „Die möchte ich, mit Kanonenzeichen wünsche ich.“ <box>103 200 321 223</box>
rembrandt-title: Dem Rembrandt- <box>844 1095 967 1110</box>
poem-line: Von der Tuik und Tag mit offenen Hand <box>591 699 713 707</box>
paragraph: O. 100. Sie müssen längstens über die Zeit der Abrechnung des Miete wenden. Die gegebenen Entscheidungen waren beschlußfähig. <box>842 339 1083 354</box>
jettchen-subtitle: (In ihrem eigenen Tagebuch und Stil.) <box>394 737 518 744</box>
astro-cell: 8.18 <box>963 680 976 687</box>
paragraph: „Nein, keinen Kreuzer billiger.“ <box>111 814 208 821</box>
story-translator: Berechtigte Uebertragung von H. Heffe. <box>147 140 277 147</box>
tariff-row <box>842 515 1083 523</box>
paragraph: Draußen tanzten die Sonnenstrahlen lustig auf der polierten, bläulichen Klinge. Er näherte sie dem Munde, hauchte daraus und prüfte peinlichst genau, wie weit sie durch den Hauch erblindete und wie schnell er wieder verschwand. Endlich ließ er den Stahl an dem Pflaster klingen. <box>103 667 321 706</box>
briefkasten-entries <box>842 166 1083 473</box>
poem-line: Die Engländer reisen mit lustigen Gedanken, <box>591 433 730 441</box>
adjacent-page-fragment: Nulle <box>2203 1023 2231 1034</box>
rembrandt-text: Druck, dem bekannten in England heimischen Geheimdruckverfahren zur Wiedergabe der Gemälde alter Meister, nähert sich am meisten der Kupfertiefdruck, wie ihn das Illustrierte Blatt, Frankfurt a. M., allwöchentlich zur möglichst naturgetreuen Wiedergabe von Tagesereignissen und Kunstwerken verwendet. <box>844 1107 1081 1179</box>
paragraph: Nach Verlauf einer Stunde kehrte er mit einem Gefährten zurück. <box>111 866 314 872</box>
poem-line: Nun nimmt er Abschied vom Vaterland. <box>591 903 713 910</box>
column-rule <box>586 101 587 1135</box>
poem-line: Den schönen Ministerposten, <box>591 660 682 667</box>
poem-line: Hört ihr Herren! Schöner ist es jetzt im Gebirg zu sitzen, <box>591 352 767 359</box>
poem-line: Beim Streiten um das Gelbengrünen <box>591 449 704 457</box>
paragraph: „Es ist das letzte, Herr,“ sagte er freundlich. „Wo nichts ist, hat auch der Kaiser sein Recht verloren.“ <box>330 514 582 529</box>
tee-logo: TEE-Ronnefeldt <box>872 1051 1053 1075</box>
adjacent-page-fragment: Schi <box>2203 1095 2226 1106</box>
poem-line: Zuweilen hinter der Wache wenn man, <box>591 390 710 398</box>
reprint-note: (Nachdruck verboten.) <box>156 1141 223 1147</box>
astro-header-cell: Untergang <box>942 623 976 630</box>
poem-line: In Paris trug sengenden Sonnenschein <box>591 644 710 652</box>
poem-line: Lieben, gnädigen Suffragetten, <box>591 812 688 820</box>
paragraph: „Ich sagte ja schon, zwei Gulden.“ <box>111 607 217 614</box>
astro-cell: 8.02 <box>1067 663 1080 670</box>
adjacent-page-fragment: Söhne <box>2203 734 2235 745</box>
tariff-cell: nicht gestrichen <box>992 483 1043 490</box>
astro-cell: 4.45 <box>918 680 933 687</box>
poem-line: Das Wäterchen an der Newa Strand, <box>591 691 704 699</box>
mailbox-icon: ✉ <box>873 115 889 135</box>
astro-cell: 6.92 <box>1023 672 1036 678</box>
tariff-cell: gestrichen <box>1010 524 1043 531</box>
poem-line: In Mexiko hat endlich jetzt <box>591 879 674 886</box>
tariff-cell: 60 <box>1072 491 1080 498</box>
paragraph: „Hier wird nichts geteilt!“ <box>338 372 419 379</box>
poem-line: Keine Sommerferien haben in England die neuen, <box>591 805 745 812</box>
tariff-row <box>842 491 1083 499</box>
